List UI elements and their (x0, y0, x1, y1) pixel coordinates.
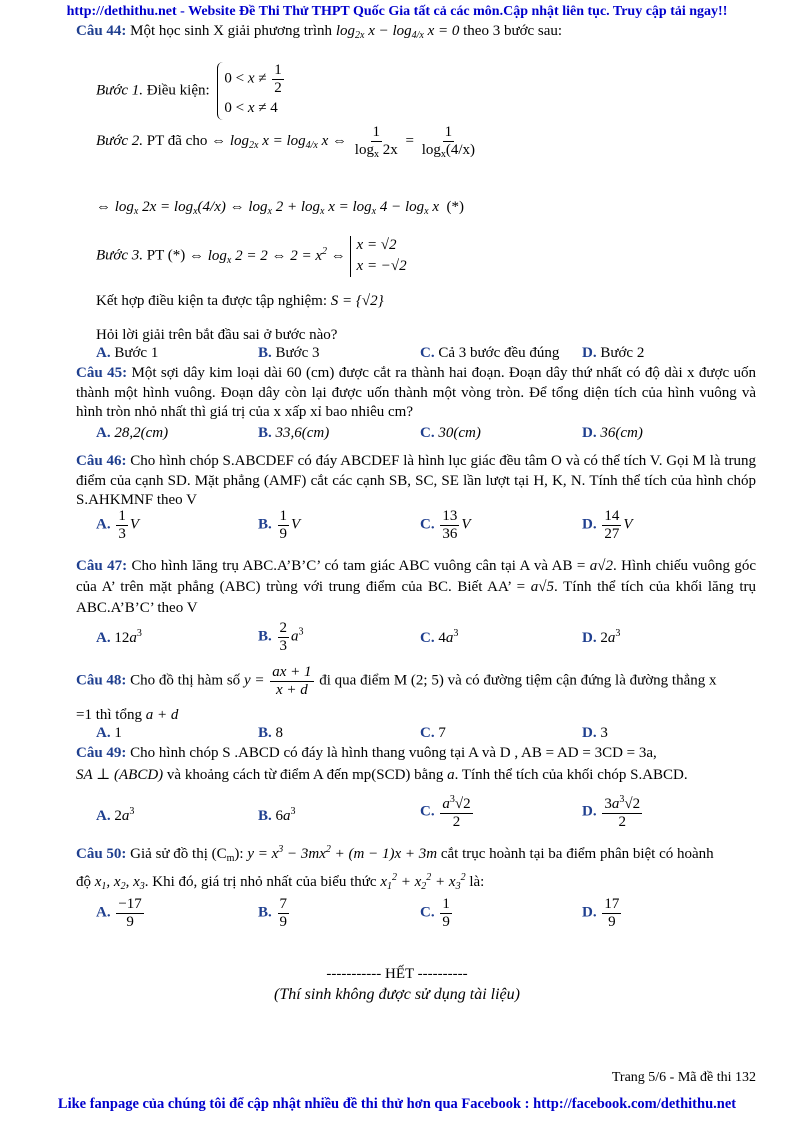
q49-text: Câu 49: Cho hình chóp S .ABCD có đáy là hình thang vuông tại A và D , AB = AD = 3CD = 3a, (76, 745, 657, 761)
site-header[interactable]: http://dethithu.net - Website Đề Thi Thử THPT Quốc Gia tất cả các môn.Cập nhật liên tục. Truy cập tải ngay!! (66, 4, 728, 19)
q44-combine: Kết hợp điều kiện ta được tập nghiệm: S = {√2} (96, 293, 384, 309)
q48-answer-c[interactable]: C. 7 (420, 725, 446, 741)
q44-step2-eq: ⇔ $\log_x 2x = \log_x(4/x)$ ⇔ $\log_x 2 + \log_x x = \log_x 4 - \log_x x$ (*) (96, 199, 465, 217)
q49-answer-a[interactable]: A. $2a^3$ (96, 806, 135, 824)
q49-answer-d[interactable]: D. $\frac{3a^3√2}{2}$ (582, 794, 641, 830)
q50-answer-b[interactable]: B. $\frac{7}{9}$ (258, 896, 288, 930)
q48-answer-b[interactable]: B. 8 (258, 725, 284, 741)
q49-answer-c[interactable]: C. $\frac{a^3√2}{2}$ (420, 794, 471, 830)
q46-answer-a[interactable]: A. $\frac{1}{3}$ V (96, 508, 140, 542)
q46-answer-b[interactable]: B. $\frac{1}{9}$ V (258, 508, 301, 542)
q45-answer-c[interactable]: C. 30(cm) (420, 425, 481, 441)
q44-answer-a[interactable]: A. Bước 1 (96, 345, 159, 361)
q47-text: Câu 47: Cho hình lăng trụ ABC.A’B’C’ có tam giác ABC vuông cân tại A và AB = a√2. Hình chiếu vuông góc của A’ trên mặt phẳng (ABC) trùng với trung điểm của BC. Biết AA’ = a√5. Tính thể tích của khối lăng trụ ABC.A’B’C’ theo V (76, 558, 757, 616)
q45-answer-d[interactable]: D. 36(cm) (582, 425, 643, 441)
q45-answer-b[interactable]: B. 33,6(cm) (258, 425, 330, 441)
q48-text: Câu 48: Cho đồ thị hàm số y = $\frac{ax + 1}{x + d}$ đi qua điểm M (2; 5) và có đường tiệm cận đứng là đường thẳng x (76, 664, 717, 698)
q50-text: Câu 50: Giả sử đồ thị $(C_m)$: $y = x^3 - 3mx^2 + (m - 1)x + 3m$ cắt trục hoành tại ba điểm phân biệt có hoành (76, 844, 714, 864)
site-footer[interactable]: Like fanpage của chúng tôi để cập nhật nhiều đề thi thử hơn qua Facebook : http://facebook.com/dethithu.net (57, 1096, 737, 1112)
q44-answer-c[interactable]: C. Cả 3 bước đều đúng (420, 345, 560, 361)
q44-answer-b[interactable]: B. Bước 3 (258, 345, 320, 361)
page-number: Trang 5/6 - Mã đề thi 132 (611, 1070, 756, 1085)
q44-answer-d[interactable]: D. Bước 2 (582, 345, 645, 361)
q47-answer-c[interactable]: C. $4a^3$ (420, 628, 459, 646)
q47-answer-b[interactable]: B. $\frac{2}{3}$ $a^3$ (258, 620, 304, 654)
q48-answer-d[interactable]: D. 3 (582, 725, 608, 741)
q50-answer-c[interactable]: C. $\frac{1}{9}$ (420, 896, 450, 930)
q44-intro: Câu 44: Một học sinh X giải phương trình $\log_{2x} x - \log_{4/x} x = 0$ theo 3 bước sau: (76, 23, 563, 41)
q45-text: Câu 45: Một sợi dây kim loại dài 60 (cm) được cắt ra thành hai đoạn. Đoạn dây thứ nhất có độ dài x được uốn thành một hình vuông. Đoạn dây còn lại được uốn thành một vòng tròn. Để tổng diện tích của hình vuông và hình tròn nhỏ nhất thì giá trị của x xấp xỉ bao nhiêu cm? (76, 365, 757, 420)
q44-label: Câu 44: (76, 23, 127, 39)
q50-answer-d[interactable]: D. $\frac{17}{9}$ (582, 896, 620, 930)
q44-question: Hỏi lời giải trên bắt đầu sai ở bước nào? (96, 327, 338, 343)
q50-answer-a[interactable]: A. $\frac{-17}{9}$ (96, 896, 142, 930)
q48-answer-a[interactable]: A. 1 (96, 725, 122, 741)
end-title: ----------- HẾT ---------- (326, 966, 468, 982)
q45-answer-a[interactable]: A. 28,2(cm) (96, 425, 169, 441)
q46-text: Câu 46: Cho hình chóp S.ABCDEF có đáy ABCDEF là hình lục giác đều tâm O và có thể tích V. Gọi M là trung điểm của cạnh SD. Mặt phẳng (AMF) cắt các cạnh SB, SC, SE lần lượt tại H, K, N. Tính thể tích của hình chóp S.AHKMNF theo V (76, 453, 757, 508)
q49-answer-b[interactable]: B. $6a^3$ (258, 806, 296, 824)
end-note: (Thí sinh không được sử dụng tài liệu) (274, 986, 520, 1003)
q46-answer-c[interactable]: C. $\frac{13}{36}$ V (420, 508, 471, 542)
q46-answer-d[interactable]: D. $\frac{14}{27}$ V (582, 508, 633, 542)
q49-text-2: SA ⊥ (ABCD) và khoảng cách từ điểm A đến mp(SCD) bằng a. Tính thể tích của khối chóp S.ABCD. (76, 767, 688, 783)
q48-text-2: =1 thì tổng a + d (76, 707, 179, 723)
q47-answer-a[interactable]: A. $12a^3$ (96, 628, 142, 646)
q44-step3: Bước 3. PT (*) ⇔ $\log_x 2 = 2$ ⇔ $2 = x^2$ ⇔ x = √2 x = −√2 (96, 236, 407, 277)
q44-step1: Bước 1. Điều kiện: 0 < x ≠ $\frac{1}{2}$ 0 < x ≠ 4 (96, 62, 286, 120)
q50-text-2: độ $x_1$, $x_2$, $x_3$. Khi đó, giá trị nhỏ nhất của biểu thức $x_1^2 + x_2^2 + x_3^2$ là: (76, 872, 485, 892)
q44-step2: Bước 2. PT đã cho ⇔ $\log_{2x} x = \log_{4/x} x$ ⇔ $\frac{1}{\log_x 2x}$ = $\frac{1}{\log_x(4/x)}$ (96, 124, 476, 160)
q47-answer-d[interactable]: D. $2a^3$ (582, 628, 621, 646)
